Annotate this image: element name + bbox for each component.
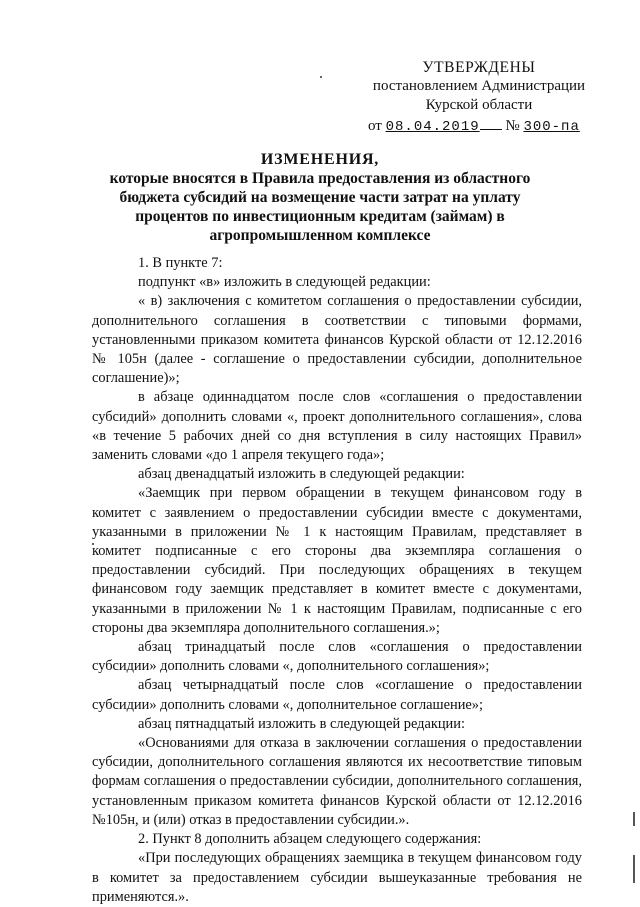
approval-date: 08.04.2019: [385, 119, 480, 135]
paragraph: 2. Пункт 8 дополнить абзацем следующего содержания:: [138, 831, 482, 848]
date-prefix: от: [368, 118, 382, 134]
heading-subtitle: которые вносятся в Правила предоставления из областного бюджета субсидий на возмещение части затрат на уплату процентов по инвестиционным кредитам (займам) в агропромышленном комплексе: [109, 170, 531, 244]
approval-line-2: Курской области: [425, 97, 533, 113]
approval-stamp-block: [364, 58, 594, 137]
approval-date-line: [364, 117, 594, 137]
document-heading: [100, 150, 540, 245]
paragraph: в абзаце одиннадцатом после слов «соглашения о предоставлении субсидий» дополнить словами «, проект дополнительного соглашения», слова «в течение 5 рабочих дней со дня вступления в силу настоящих Правил» заменить словами «до 1 апреля текущего года»;: [92, 389, 582, 464]
heading-title: ИЗМЕНЕНИЯ,: [260, 151, 380, 168]
approval-number: 300-па: [523, 119, 580, 135]
number-prefix: №: [505, 118, 520, 134]
paragraph: абзац тринадцатый после слов «соглашения о предоставлении субсидии» дополнить словами «, дополнительного соглашения»;: [92, 639, 582, 675]
scan-edge-mark: [633, 855, 635, 883]
paragraph: абзац четырнадцатый после слов «соглашение о предоставлении субсидии» дополнить словами «, дополнительное соглашение»;: [92, 677, 582, 713]
approval-title: УТВЕРЖДЕНЫ: [422, 59, 536, 76]
scan-edge-mark: [633, 812, 635, 826]
paragraph: « в) заключения с комитетом соглашения о предоставлении субсидии, дополнительного соглашения в соответствии с типовыми формами, установленными приказом комитета финансов Курской области от 12.12.2016 № 105н (далее - соглашение о предоставлении субсидии, дополнительное соглашение)»;: [92, 293, 582, 387]
document-body: [92, 254, 582, 907]
paragraph: абзац пятнадцатый изложить в следующей редакции:: [138, 715, 465, 732]
paragraph: подпункт «в» изложить в следующей редакции:: [138, 274, 431, 291]
paragraph: «Основаниями для отказа в заключении соглашения о предоставлении субсидии, дополнительного соглашения являются их несоответствие типовым формам соглашения о предоставлении субсидии, дополнительного соглашения, установленным приказом комитета финансов Курской области от 12.12.2016 №105н, и (или) отказ в предоставлении субсидии.».: [92, 735, 582, 828]
date-underline: [480, 117, 502, 130]
paragraph: 1. В пункте 7:: [138, 255, 223, 271]
paragraph: абзац двенадцатый изложить в следующей редакции:: [138, 466, 465, 483]
paragraph: «При последующих обращениях заемщика в текущем финансовом году в комитет за предоставлением субсидии вышеуказанные требования не применяются.».: [92, 850, 582, 905]
approval-line-1: постановлением Администрации: [372, 78, 586, 94]
scan-speck: [320, 76, 322, 78]
paragraph: «Заемщик при первом обращении в текущем финансовом году в комитет с заявлением о предоставлении субсидии вместе с документами, указанными в приложении № 1 к настоящим Правилам, представляет в комитет подписанные с его стороны два экземпляра соглашения о предоставлении субсидий. При последующих обращениях в текущем финансовом году заемщик представляет в комитет вместе с документами, указанными в приложении № 1 к настоящим Правилам, подписанные с его стороны два экземпляра дополнительного соглашения.»;: [92, 485, 582, 636]
